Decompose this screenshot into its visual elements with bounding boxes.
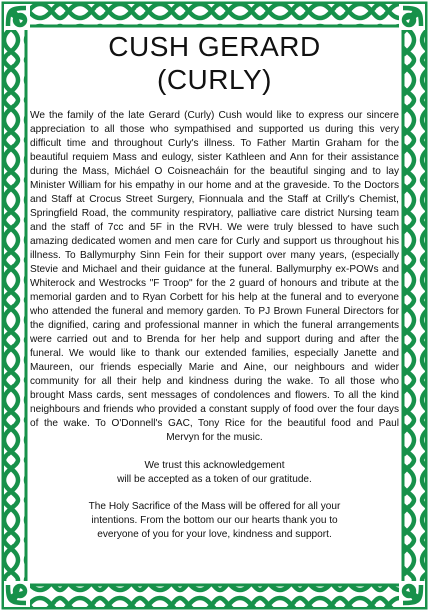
gratitude-line: will be accepted as a token of our gratitude.	[117, 474, 312, 485]
mass-line: everyone of you for your love, kindness and support.	[97, 529, 332, 540]
gratitude-line: We trust this acknowledgement	[144, 460, 285, 471]
card-content	[30, 28, 399, 583]
mass-statement	[30, 500, 399, 542]
acknowledgement-body: We the family of the late Gerard (Curly) Cush would like to express our sincere appreciation to all those who sympathised and supported us during this very difficult time and throughout Curly's illness. To Father Martin Graham for the beautiful requiem Mass and eulogy, sister Kathleen and Ann for their assistance during the Mass, Micháel O Coisneacháin for the beautiful singing and to lay Minister William for his empathy in our home and at the graveside. To the Doctors and Staff at Crocus Street Surgery, Fionnuala and the Staff at Crilly's Chemist, Springfield Road, the community respiratory, palliative care district Nursing team and the staff of 7cc and 5F in the RVH. We were truly blessed to have such amazing dedicated women and men care for Curly and support us throughout his illness. To Ballymurphy Sinn Fein for their support over many years, (especially Stevie and Michael and their guidance at the funeral. Ballymurphy ex-POWs and Whiterock and Westrocks "F Troop" for the 2 guard of honours and tribute at the memorial garden and to Ryan Corbett for his help at the funeral and to everyone who attended the funeral and memory garden. To PJ Brown Funeral Directors for the dignified, caring and professional manner in which the funeral arrangements were carried out and to Brenda for her help and support during and after the funeral. We would like to thank our extended families, especially Janette and Maureen, our friends especially Marie and Aine, our neighbours and wider community for all their help and kindness during the wake. To all those who brought Mass cards, sent messages of condolences and flowers. To all the kind neighbours and friends who provided a constant supply of food over the four days of the wake. To O'Donnell's GAC, Tony Rice for the beautiful food and Paul Mervyn for the music.	[30, 110, 399, 443]
gratitude-statement	[30, 459, 399, 487]
name-heading: CUSH GERARD	[108, 31, 321, 62]
mass-line: The Holy Sacrifice of the Mass will be offered for all your	[88, 501, 341, 512]
mass-line: intentions. From the bottom our our hearts thank you to	[91, 515, 338, 526]
nickname-heading: (CURLY)	[157, 64, 272, 95]
